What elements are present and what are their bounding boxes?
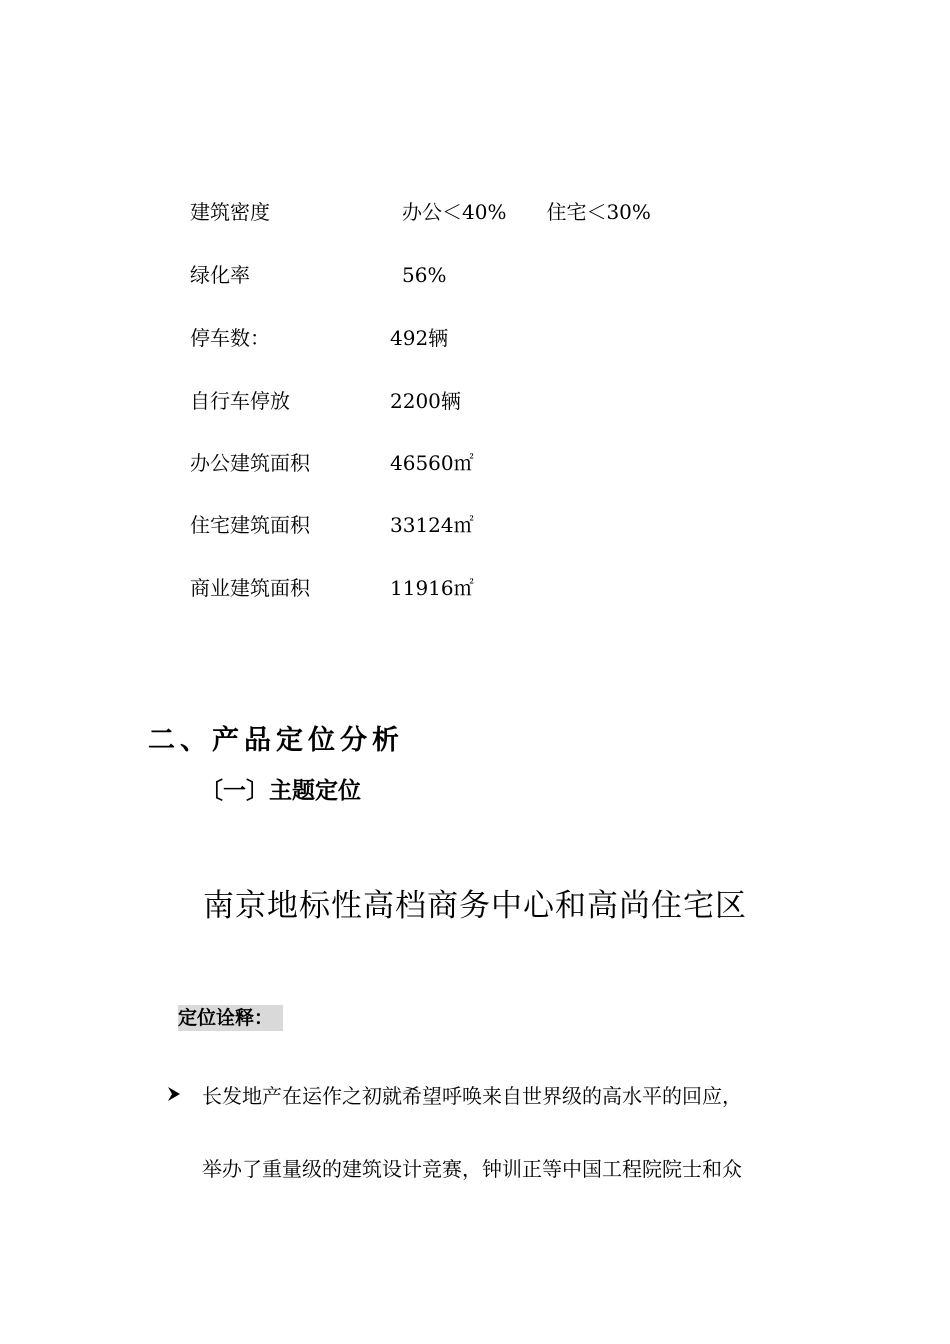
spec-value: 492辆 [390, 326, 449, 350]
spec-value: 11916㎡ [390, 576, 474, 600]
section-heading: 二、产品定位分析 [148, 725, 404, 756]
section-subheading: 〔一〕主题定位 [200, 778, 361, 804]
theme-statement: 南京地标性高档商务中心和高尚住宅区 [203, 888, 747, 924]
spec-label: 办公建筑面积 [190, 451, 310, 475]
spec-label: 自行车停放 [190, 389, 290, 413]
spec-value: 33124㎡ [390, 513, 474, 537]
spec-label: 商业建筑面积 [190, 576, 310, 600]
paragraph-line: 举办了重量级的建筑设计竞赛，钟训正等中国工程院院士和众 [202, 1157, 742, 1181]
spec-value: 46560㎡ [390, 451, 474, 475]
spec-label: 住宅建筑面积 [190, 513, 310, 537]
arrowhead-bullet-icon [166, 1083, 182, 1105]
spec-label: 绿化率 [190, 263, 250, 287]
paragraph-line: 长发地产在运作之初就希望呼唤来自世界级的高水平的回应， [202, 1084, 742, 1108]
spec-value: 56% [402, 263, 447, 287]
spec-value: 2200辆 [390, 389, 461, 413]
spec-label: 停车数： [190, 326, 270, 350]
explain-label: 定位诠释： [178, 1005, 283, 1031]
spec-label: 建筑密度 [190, 200, 270, 224]
spec-value: 办公＜40% 住宅＜30% [402, 200, 651, 224]
